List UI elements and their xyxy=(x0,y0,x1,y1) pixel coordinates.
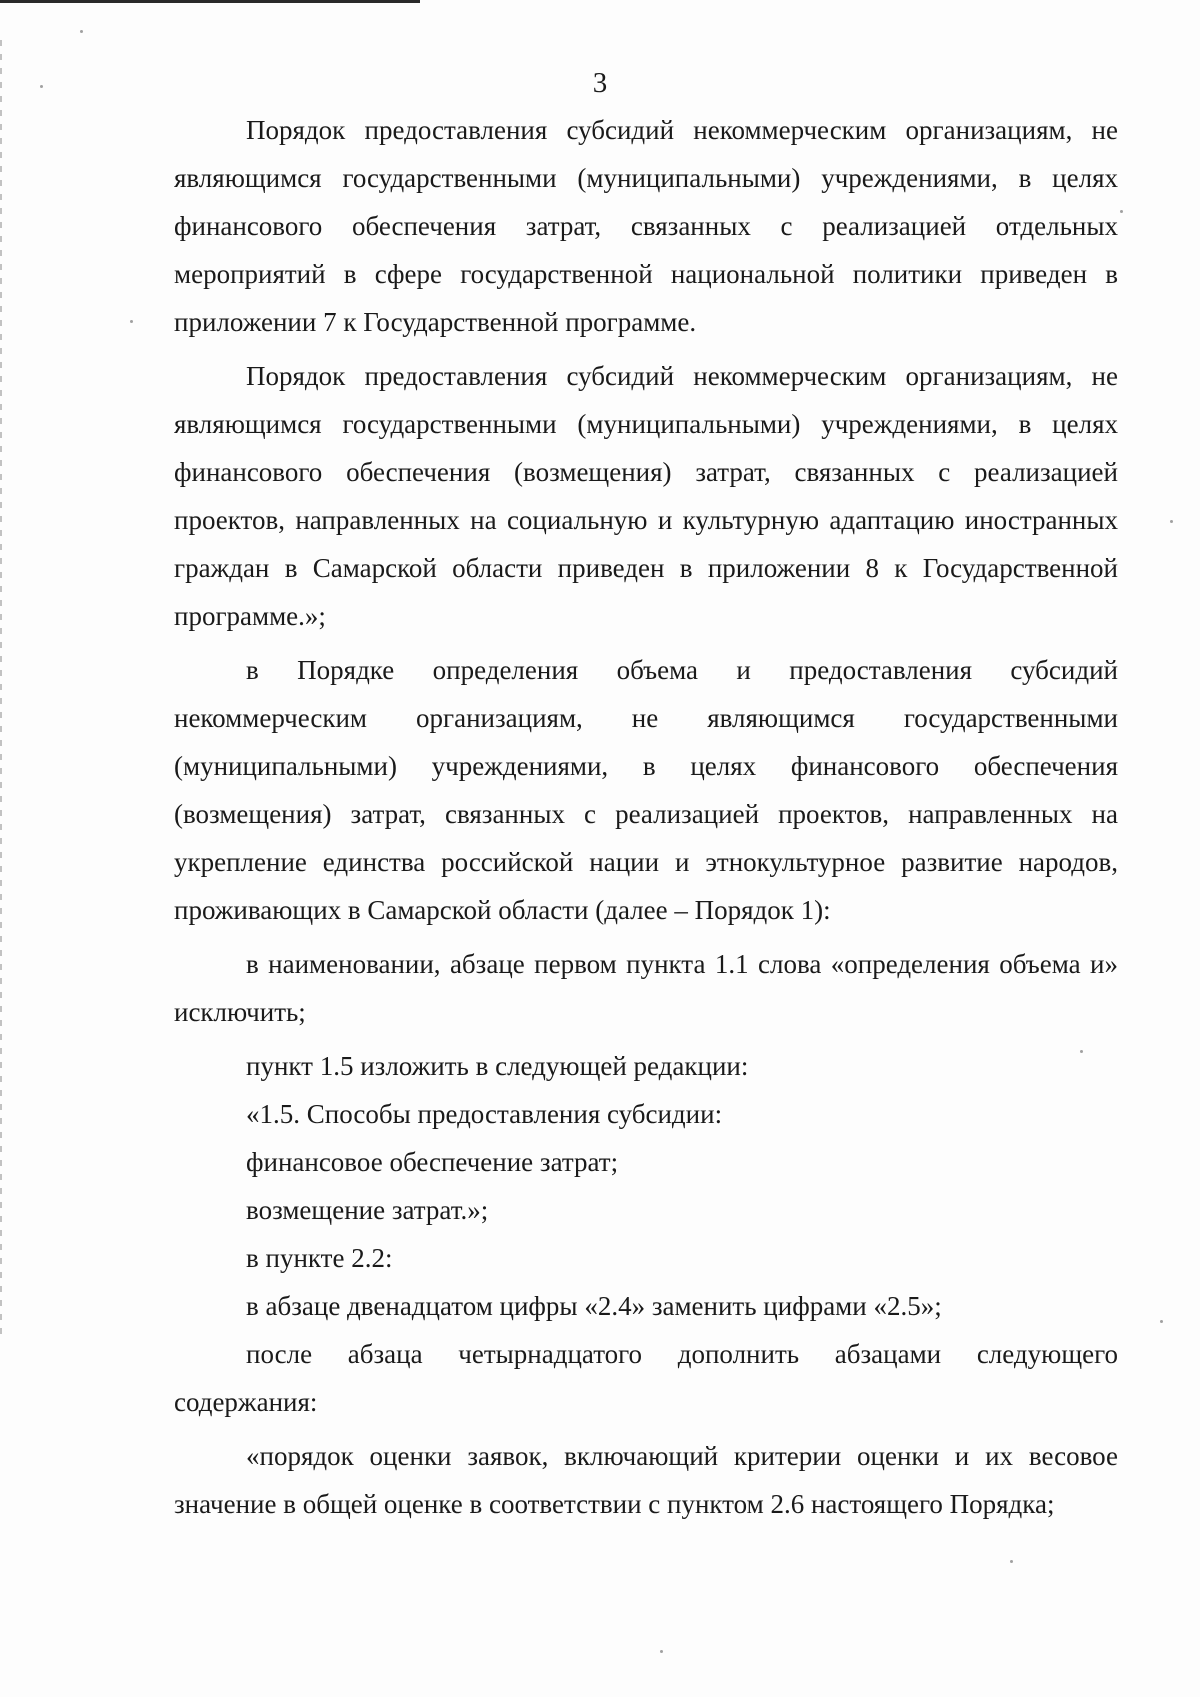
scan-speck xyxy=(80,30,83,33)
paragraph: пункт 1.5 изложить в следующей редакции: xyxy=(246,1051,749,1081)
paragraph: в Порядке определения объема и предоставления субсидий некоммерческим организациям, не являющимся государственными (муниципальными) учреждениями, в целях финансового обеспечения (возмещения) затрат, связанных с реализацией проектов, направленных на укрепление единства российской нации и этнокультурное развитие народов, проживающих в Самарской области (далее – Порядок 1): xyxy=(174,655,1118,925)
paragraph: возмещение затрат.»; xyxy=(246,1195,489,1225)
paragraph: «порядок оценки заявок, включающий критерии оценки и их весовое значение в общей оценке в соответствии с пунктом 2.6 настоящего Порядка; xyxy=(174,1441,1118,1519)
scan-speck xyxy=(1170,520,1173,523)
scan-speck xyxy=(1080,1050,1083,1053)
scan-speck xyxy=(1120,210,1123,213)
page-number: 3 xyxy=(592,67,608,99)
paragraph: «1.5. Способы предоставления субсидии: xyxy=(246,1099,723,1129)
paragraph: финансовое обеспечение затрат; xyxy=(246,1147,619,1177)
scan-speck xyxy=(40,85,43,88)
paragraph: в абзаце двенадцатом цифры «2.4» заменить цифрами «2.5»; xyxy=(246,1291,942,1321)
scan-edge xyxy=(0,40,2,1340)
scan-speck xyxy=(130,320,133,323)
paragraph: в пункте 2.2: xyxy=(246,1243,393,1273)
scan-speck xyxy=(1010,1560,1013,1563)
paragraph: в наименовании, абзаце первом пункта 1.1 слова «определения объема и» исключить; xyxy=(174,949,1118,1027)
scan-speck xyxy=(1160,1320,1163,1323)
paragraph: Порядок предоставления субсидий некоммерческим организациям, не являющимся государственными (муниципальными) учреждениями, в целях финансового обеспечения затрат, связанных с реализацией отдельных мероприятий в сфере государственной национальной политики приведен в приложении 7 к Государственной программе. xyxy=(174,115,1118,337)
paragraph: после абзаца четырнадцатого дополнить абзацами следующего содержания: xyxy=(174,1339,1118,1417)
scan-speck xyxy=(660,1650,663,1653)
top-rule xyxy=(0,0,420,3)
document-body xyxy=(174,106,1118,1528)
paragraph: Порядок предоставления субсидий некоммерческим организациям, не являющимся государственными (муниципальными) учреждениями, в целях финансового обеспечения (возмещения) затрат, связанных с реализацией проектов, направленных на социальную и культурную адаптацию иностранных граждан в Самарской области приведен в приложении 8 к Государственной программе.»; xyxy=(174,361,1118,631)
